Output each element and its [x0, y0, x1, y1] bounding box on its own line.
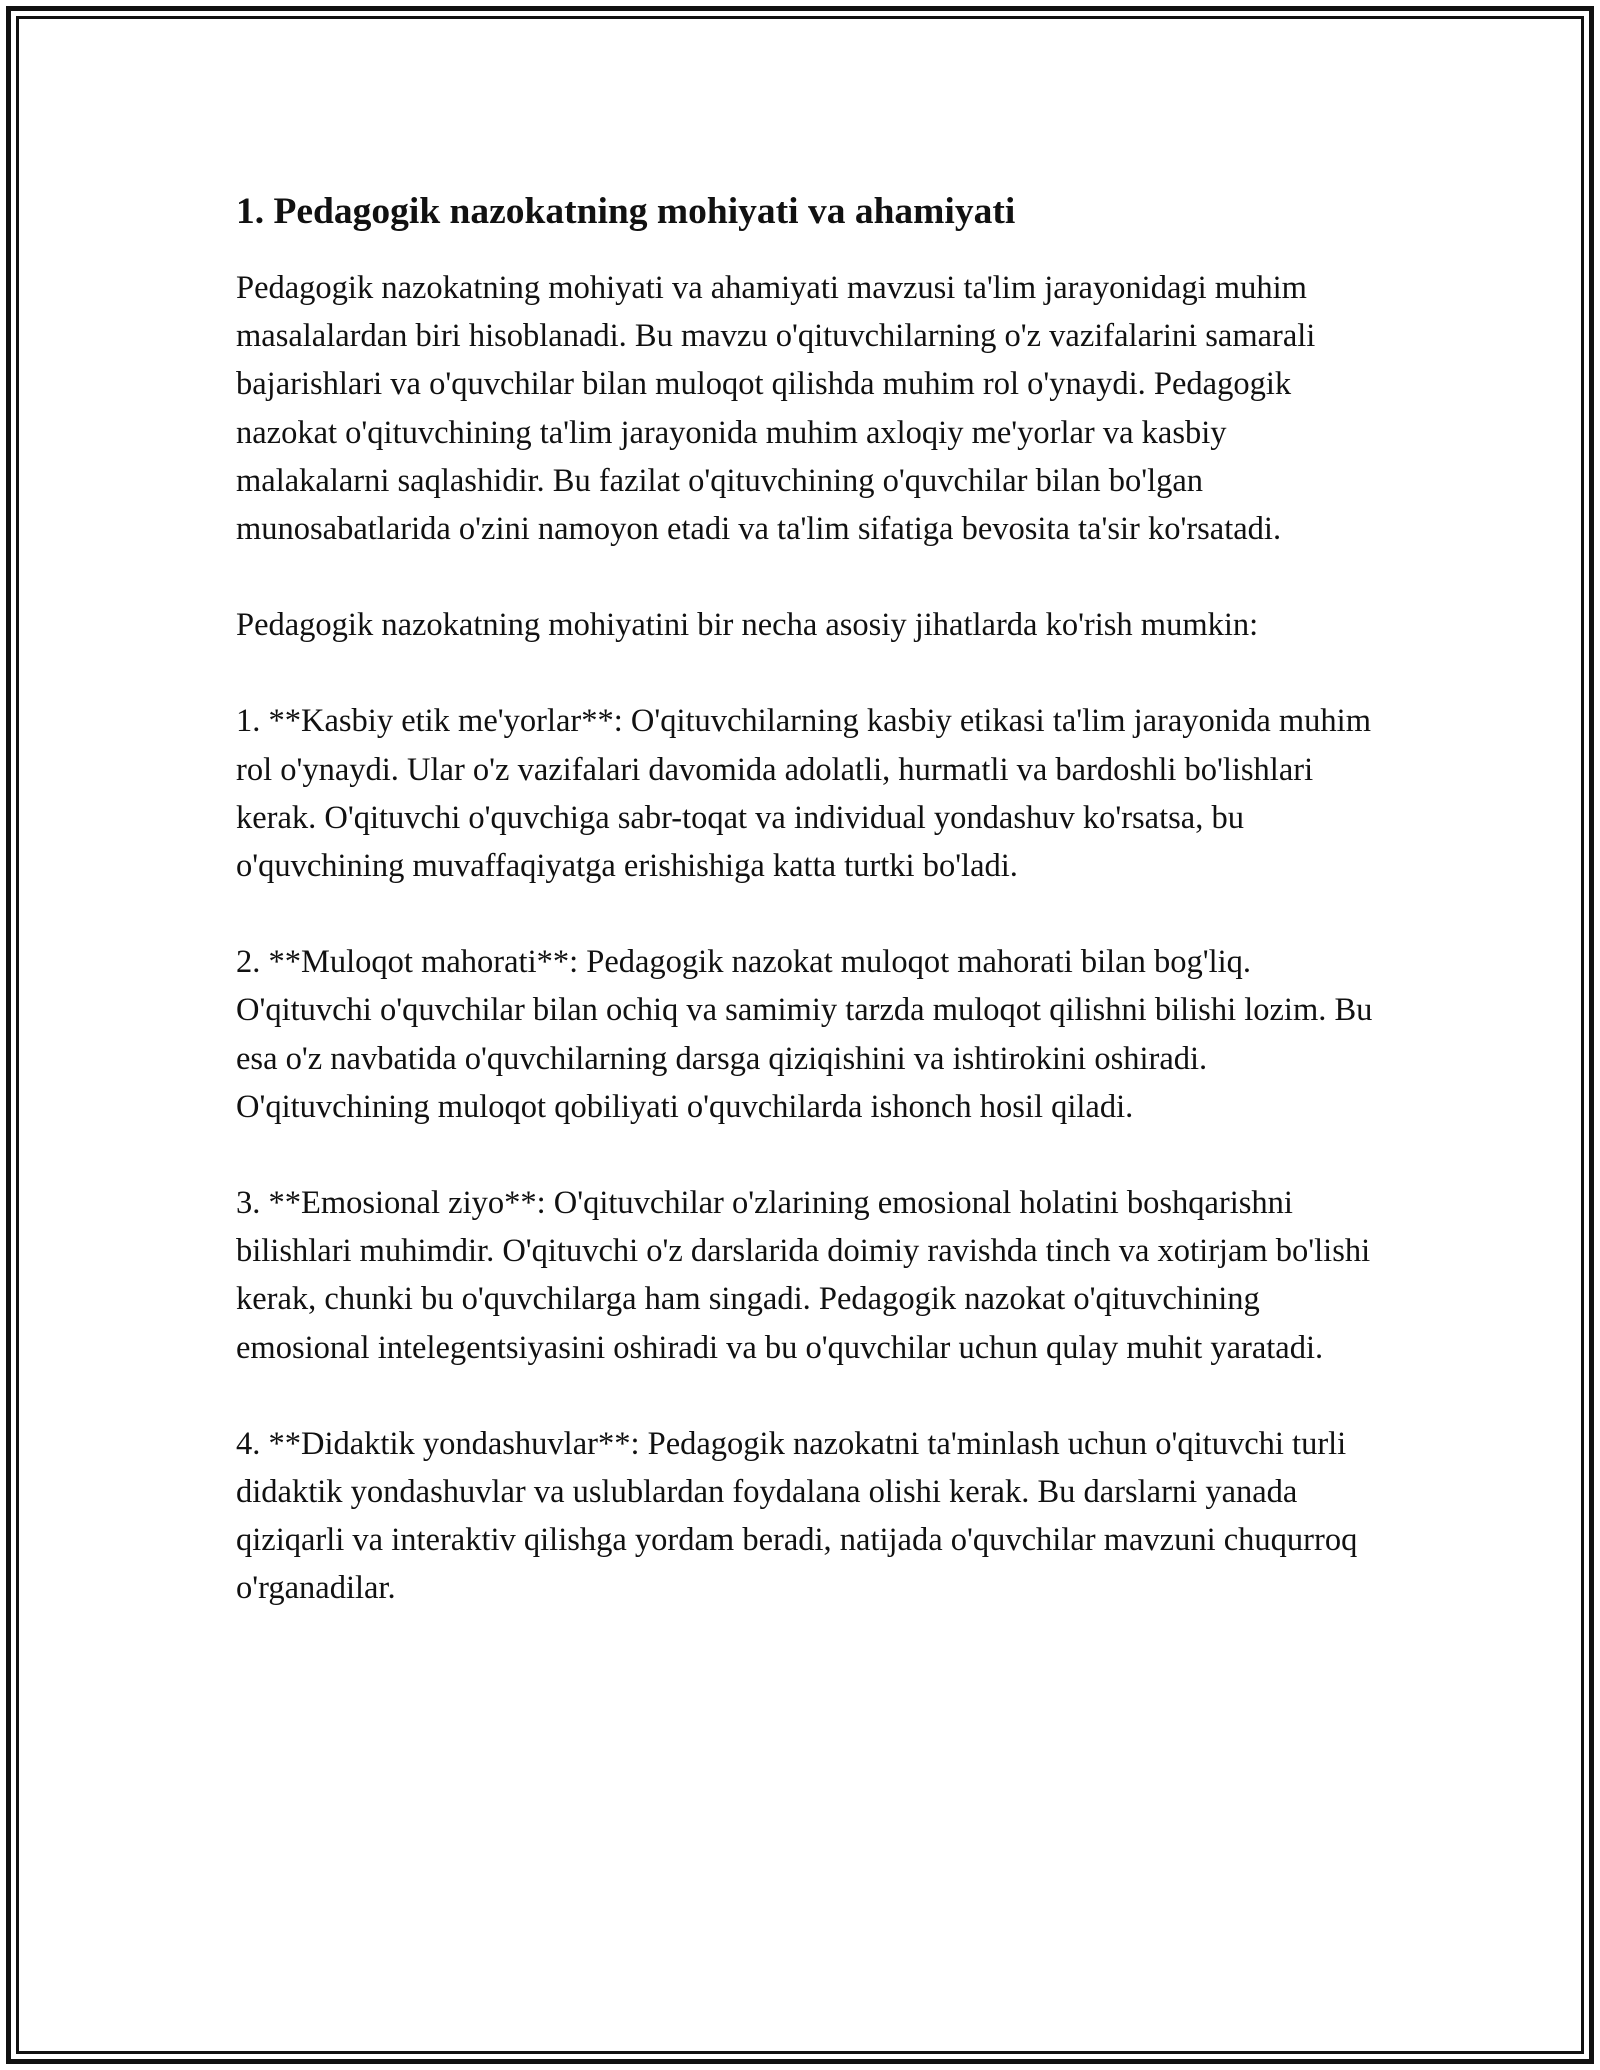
- aspects-intro-paragraph: Pedagogik nazokatning mohiyatini bir necha asosiy jihatlarda ko'rish mumkin:: [236, 607, 1259, 644]
- aspect-2-paragraph: 2. **Muloqot mahorati**: Pedagogik nazokat muloqot mahorati bilan bog'liq. O'qituvchi o'quvchilar bilan ochiq va samimiy tarzda muloqot qilishni bilishi lozim. Bu esa o'z navbatida o'quvchilarning darsga qiziqishini va ishtirokini oshiradi. O'qituvchining muloqot qobiliyati o'quvchilarda ishonch hosil qiladi.: [236, 944, 1373, 1125]
- intro-paragraph: Pedagogik nazokatning mohiyati va ahamiyati mavzusi ta'lim jarayonidagi muhim masalalardan biri hisoblanadi. Bu mavzu o'qituvchilarning o'z vazifalarini samarali bajarishlari va o'quvchilar bilan muloqot qilishda muhim rol o'ynaydi. Pedagogik nazokat o'qituvchining ta'lim jarayonida muhim axloqiy me'yorlar va kasbiy malakalarni saqlashidir. Bu fazilat o'qituvchining o'quvchilar bilan bo'lgan munosabatlarida o'zini namoyon etadi va ta'lim sifatiga bevosita ta'sir ko'rsatadi.: [236, 270, 1316, 548]
- document-body: [236, 190, 1376, 1613]
- aspect-4-paragraph: 4. **Didaktik yondashuvlar**: Pedagogik nazokatni ta'minlash uchun o'qituvchi turli didaktik yondashuvlar va uslublardan foydalana olishi kerak. Bu darslarni yanada qiziqarli va interaktiv qilishga yordam beradi, natijada o'quvchilar mavzuni chuqurroq o'rganadilar.: [236, 1425, 1358, 1607]
- aspect-1-paragraph: 1. **Kasbiy etik me'yorlar**: O'qituvchilarning kasbiy etikasi ta'lim jarayonida muhim rol o'ynaydi. Ular o'z vazifalari davomida adolatli, hurmatli va bardoshli bo'lishlari kerak. O'qituvchi o'quvchiga sabr-toqat va individual yondashuv ko'rsatsa, bu o'quvchining muvaffaqiyatga erishishiga katta turtki bo'ladi.: [236, 703, 1371, 885]
- section-heading: 1. Pedagogik nazokatning mohiyati va ahamiyati: [236, 191, 1016, 232]
- aspect-3-paragraph: 3. **Emosional ziyo**: O'qituvchilar o'zlarining emosional holatini boshqarishni bilishlari muhimdir. O'qituvchi o'z darslarida doimiy ravishda tinch va xotirjam bo'lishi kerak, chunki bu o'quvchilarga ham singadi. Pedagogik nazokat o'qituvchining emosional intelegentsiyasini oshiradi va bu o'quvchilar uchun qulay muhit yaratadi.: [236, 1185, 1371, 1366]
